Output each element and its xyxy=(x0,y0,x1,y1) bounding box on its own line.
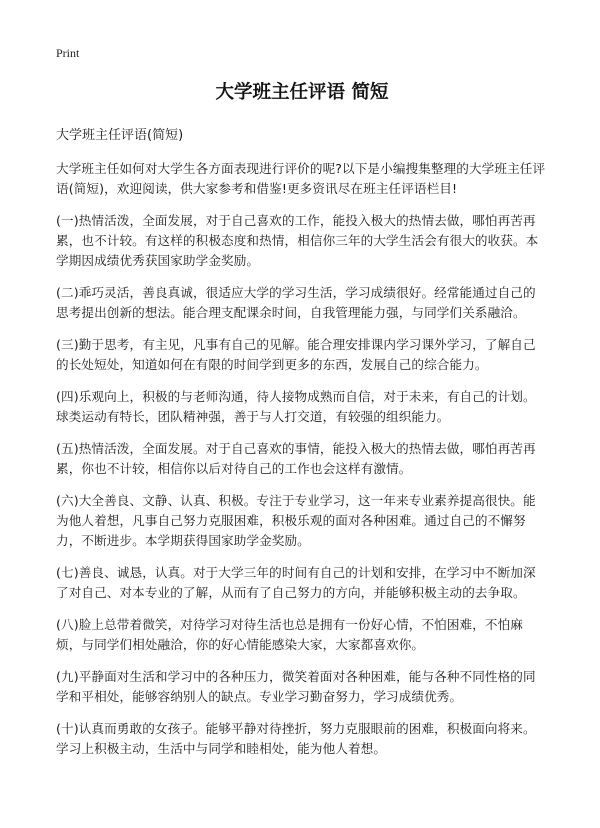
comment-paragraph-6: (六)大全善良、文静、认真、积极。专注于专业学习，这一年来专业素养提高很快。能为他人着想，凡事自己努力克服困难，积极乐观的面对各种困难。通过自己的不懈努力，不断进步。本学期获得国家助学金奖励。 xyxy=(56,493,536,548)
comment-paragraph-7: (七)善良、诚恳，认真。对于大学三年的时间有自己的计划和安排，在学习中不断加深了对自己、对本专业的了解，从而有了自己努力的方向，并能够积极主动的去争取。 xyxy=(56,565,536,600)
page-title: 大学班主任评语 简短 xyxy=(215,82,389,103)
subtitle: 大学班主任评语(简短) xyxy=(56,128,184,143)
intro-paragraph: 大学班主任如何对大学生各方面表现进行评价的呢?以下是小编搜集整理的大学班主任评语(简短)，欢迎阅读，供大家参考和借鉴!更多资讯尽在班主任评语栏目! xyxy=(56,161,546,196)
comment-paragraph-5: (五)热情活泼，全面发展。对于自己喜欢的事情，能投入极大的热情去做，哪怕再苦再累，你也不计较，相信你以后对待自己的工作也会这样有激情。 xyxy=(56,441,536,476)
comment-paragraph-9: (九)平静面对生活和学习中的各种压力，微笑着面对各种困难，能与各种不同性格的同学和平相处，能够容纳别人的缺点。专业学习勤奋努力，学习成绩优秀。 xyxy=(56,669,536,704)
comment-paragraph-1: (一)热情活泼，全面发展，对于自己喜欢的工作，能投入极大的热情去做，哪怕再苦再累，也不计较。有这样的积极态度和热情，相信你三年的大学生活会有很大的收获。本学期因成绩优秀获国家助学金奖励。 xyxy=(56,213,539,268)
comment-paragraph-2: (二)乖巧灵活，善良真诚，很适应大学的学习生活，学习成绩很好。经常能通过自己的思考提出创新的想法。能合理支配课余时间，自我管理能力强，与同学们关系融洽。 xyxy=(56,285,536,320)
comment-paragraph-8: (八)脸上总带着微笑，对待学习对待生活也总是拥有一份好心情，不怕困难，不怕麻烦，与同学们相处融洽，你的好心情能感染大家，大家都喜欢你。 xyxy=(56,617,524,652)
print-link[interactable]: Print xyxy=(56,46,80,60)
comment-paragraph-10: (十)认真而勇敢的女孩子。能够平静对待挫折，努力克服眼前的困难，积极面向将来。学习上积极主动，生活中与同学和睦相处，能为他人着想。 xyxy=(56,721,536,756)
comment-paragraph-4: (四)乐观向上，积极的与老师沟通，待人接物成熟而自信，对于未来，有自己的计划。球类运动有特长，团队精神强，善于与人打交道，有较强的组织能力。 xyxy=(56,389,536,424)
comment-paragraph-3: (三)勤于思考，有主见，凡事有自己的见解。能合理安排课内学习课外学习，了解自己的长处短处，知道如何在有限的时间学到更多的东西，发展自己的综合能力。 xyxy=(56,337,536,372)
